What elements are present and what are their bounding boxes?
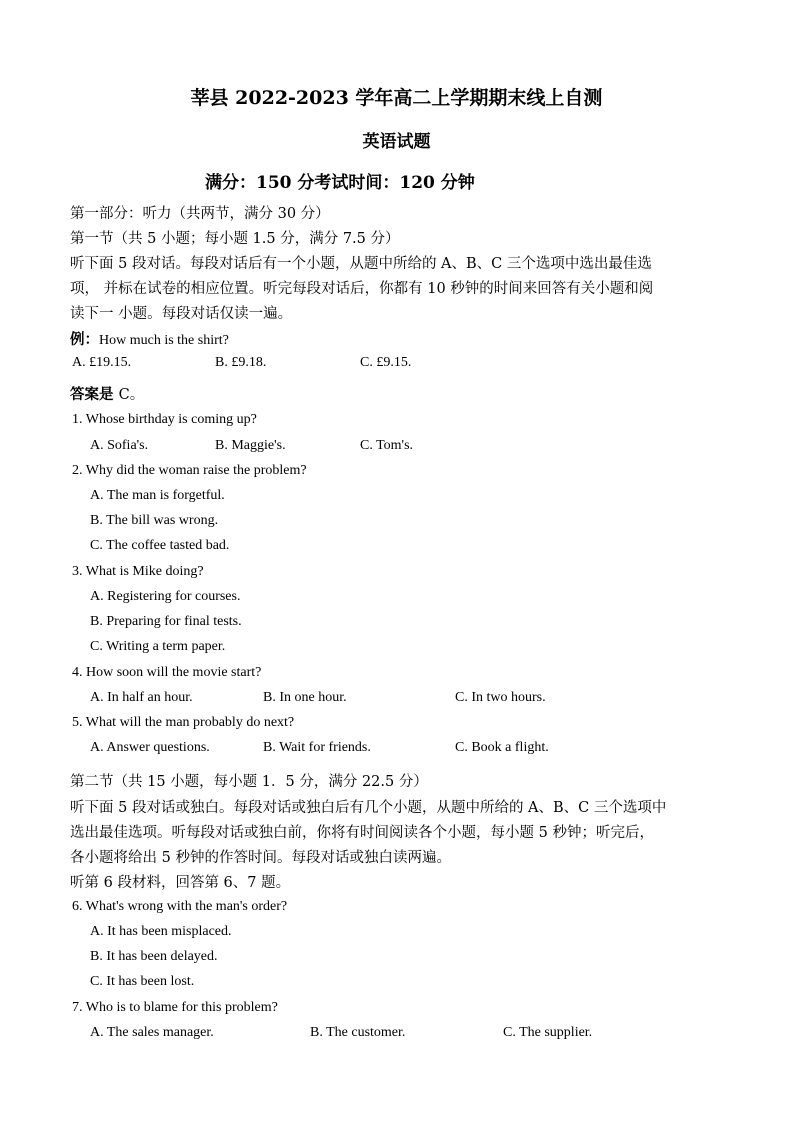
option-b: B. It has been delayed. [90,949,218,964]
score-time: 满分：150 分考试时间：120 分钟 [205,173,475,193]
page-subtitle: 英语试题 [362,132,431,152]
option-b: B. Preparing for final tests. [90,614,242,629]
page-title: 莘县 2022-2023 学年高二上学期期末线上自测 [190,87,603,109]
question-stem: 5. What will the man probably do next? [72,715,295,730]
option-a: A. In half an hour. [90,690,193,705]
section1-heading: 第一节（共 5 小题；每小题 1.5 分，满分 7.5 分） [70,231,400,247]
section2-instruction-line: 听下面 5 段对话或独白。每段对话或独白后有几个小题，从题中所给的 A、B、C 三个选项中 [70,800,667,816]
option-b: B. The customer. [310,1025,406,1040]
question-stem: 2. Why did the woman raise the problem? [72,463,307,478]
option-c: C. Book a flight. [455,740,549,755]
question-stem: 7. Who is to blame for this problem? [72,1000,278,1015]
question-stem: 4. How soon will the movie start? [72,665,262,680]
option-a: A. Registering for courses. [90,589,241,604]
section2-heading: 第二节（共 15 小题，每小题 1．5 分，满分 22.5 分） [70,774,428,790]
option-a: A. Sofia's. [90,438,149,453]
option-a: A. It has been misplaced. [90,924,232,939]
option-a: A. The sales manager. [90,1025,214,1040]
part1-heading: 第一部分：听力（共两节，满分 30 分） [70,206,330,222]
answer-label: 答案是 [70,386,114,403]
example-option-b: B. £9.18. [215,355,267,370]
section2-instruction-line: 选出最佳选项。听每段对话或独白前，你将有时间阅读各个小题，每小题 5 秒钟；听完后， [70,825,654,841]
section1-instruction-line: 读下一 小题。每段对话仅读一遍。 [70,306,293,322]
option-a: A. The man is forgetful. [90,488,225,503]
option-b: B. The bill was wrong. [90,513,219,528]
question-stem: 1. Whose birthday is coming up? [72,412,257,427]
option-b: B. Wait for friends. [263,740,371,755]
material-note: 听第 6 段材料，回答第 6、7 题。 [70,875,291,891]
section1-instruction-line: 项， 并标在试卷的相应位置。听完每段对话后，你都有 10 秒钟的时间来回答有关小题和阅 [70,281,654,297]
option-b: B. In one hour. [263,690,347,705]
example-option-c: C. £9.15. [360,355,412,370]
example-question: How much is the shirt? [99,333,229,348]
option-c: C. The coffee tasted bad. [90,538,230,553]
option-a: A. Answer questions. [90,740,210,755]
question-stem: 6. What's wrong with the man's order? [72,899,288,914]
example-answer [70,383,144,404]
answer-value: C。 [118,387,145,403]
option-c: C. Tom's. [360,438,414,453]
option-c: C. In two hours. [455,690,546,705]
option-c: C. It has been lost. [90,974,195,989]
option-c: C. Writing a term paper. [90,639,226,654]
example-option-a: A. £19.15. [72,355,132,370]
section1-instruction-line: 听下面 5 段对话。每段对话后有一个小题，从题中所给的 A、B、C 三个选项中选出最佳选 [70,256,652,272]
option-b: B. Maggie's. [215,438,286,453]
option-c: C. The supplier. [503,1025,593,1040]
example-label: 例： [70,331,99,348]
question-stem: 3. What is Mike doing? [72,564,204,579]
example [70,328,229,349]
section2-instruction-line: 各小题将给出 5 秒钟的作答时间。每段对话或独白读两遍。 [70,850,451,866]
